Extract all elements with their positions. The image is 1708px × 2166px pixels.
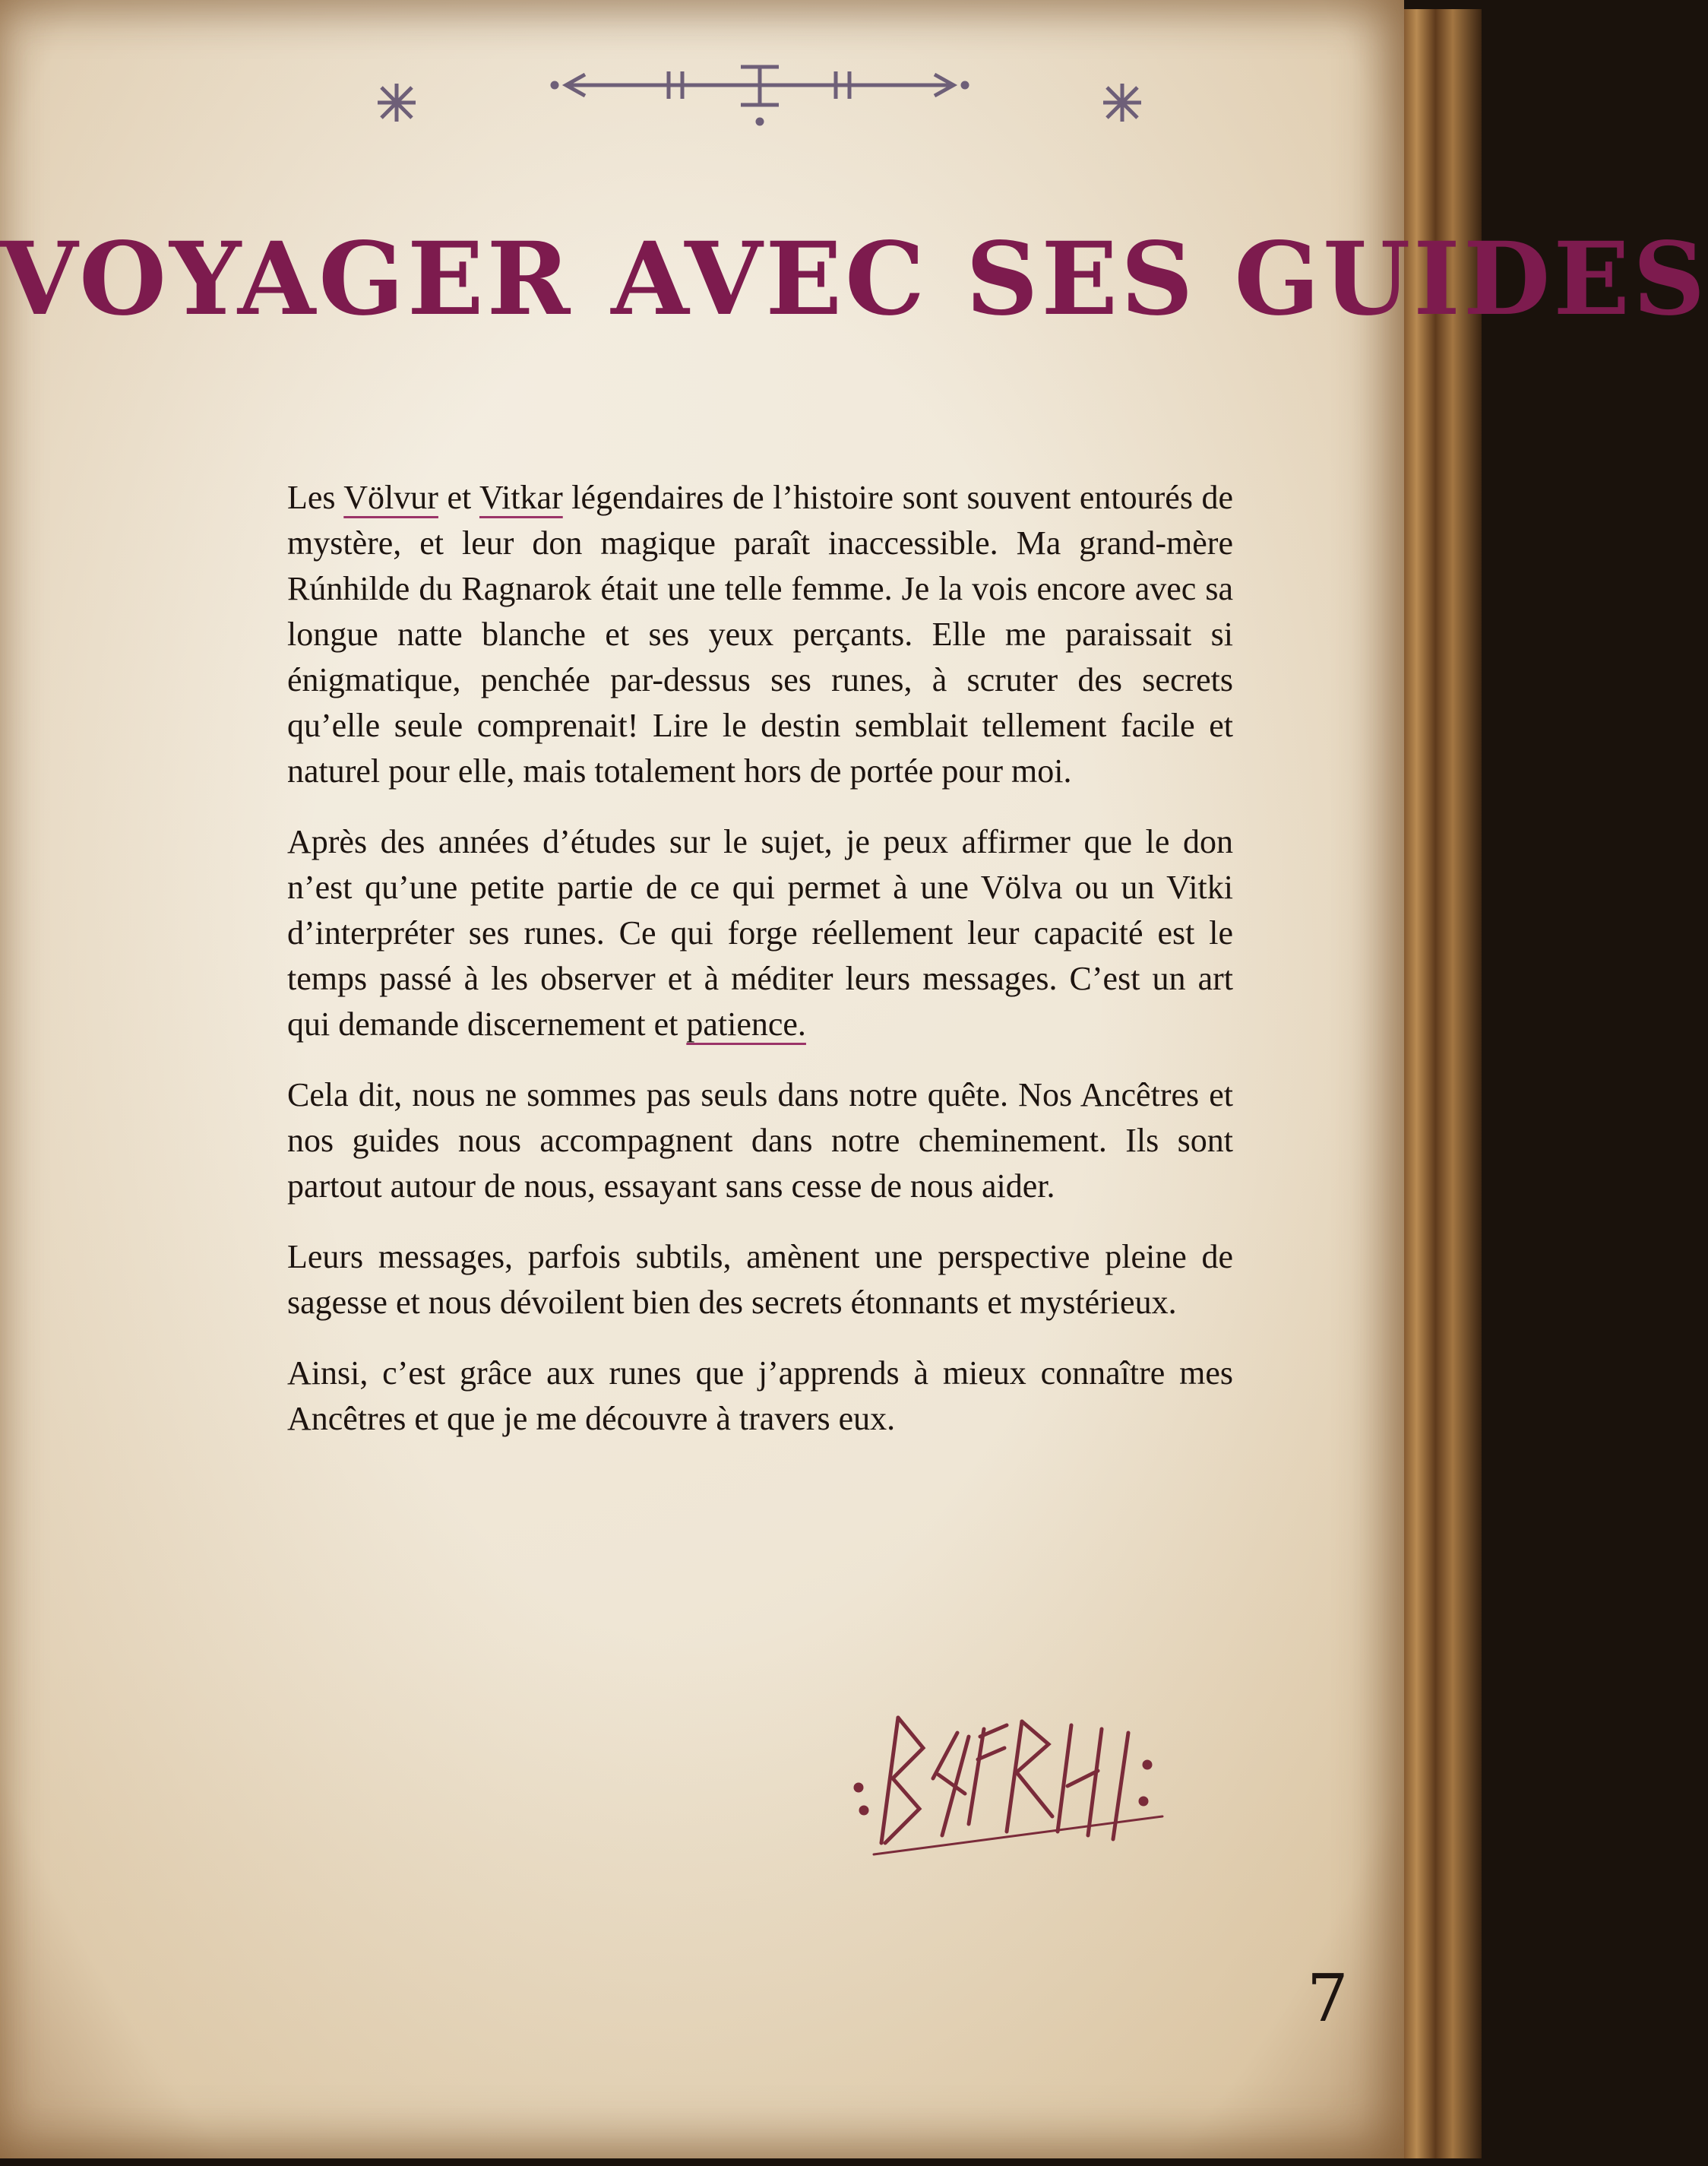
left-star-icon: [378, 84, 416, 122]
page-title: VOYAGER AVEC SES GUIDES: [0, 220, 1708, 338]
underlined-term-vitkar: Vitkar: [479, 479, 563, 516]
underlined-term-volvur: Völvur: [343, 479, 438, 516]
paragraph-3: Cela dit, nous ne sommes pas seuls dans notre quête. Nos Ancêtres et nos guides nous accompagnent dans notre cheminement. Ils sont partout autour de nous, essayant sans cesse de nous aider.: [287, 1076, 1233, 1205]
paragraph-5: Ainsi, c’est grâce aux runes que j’apprends à mieux connaître mes Ancêtres et que je me découvre à travers eux.: [287, 1354, 1233, 1437]
right-star-icon: [1103, 84, 1141, 122]
underlined-term-patience: patience.: [686, 1005, 806, 1043]
page-number: 7: [1307, 1961, 1349, 2037]
paragraph-2: [287, 819, 1233, 1047]
paragraph-1-text-c: légendaires de l’histoire sont souvent entourés de mystère, et leur don magique paraît inaccessible. Ma grand-mère Rúnhilde du Ragnarok était une telle femme. Je la vois encore avec sa longue natte blanche et ses yeux perçants. Elle me paraissait si énigmatique, penchée par-dessus ses runes, à scruter des secrets qu’elle seule comprenait! Lire le destin semblait tellement facile et naturel pour elle, mais totalement hors de portée pour moi.: [287, 479, 1234, 790]
paragraph-1: [287, 475, 1233, 794]
runic-signature-icon: [843, 1702, 1170, 1862]
paragraph-1-text-a: Les: [287, 479, 344, 516]
center-rune-divider-icon: [552, 67, 967, 124]
paragraph-4: Leurs messages, parfois subtils, amènent une perspective pleine de sagesse et nous dévoilent bien des secrets étonnants et mystérieux.: [287, 1238, 1233, 1321]
paragraph-2-text: Après des années d’études sur le sujet, je peux affirmer que le don n’est qu’une petite partie de ce qui permet à une Völva ou un Vitki d’interpréter ses runes. Ce qui forge réellement leur capacité est le temps passé à les observer et à méditer leurs messages. C’est un art qui demande discernement et: [287, 823, 1233, 1043]
body-text: [287, 475, 1233, 1467]
paragraph-1-text-b: et: [438, 479, 479, 516]
header-ornament: [0, 46, 1404, 137]
